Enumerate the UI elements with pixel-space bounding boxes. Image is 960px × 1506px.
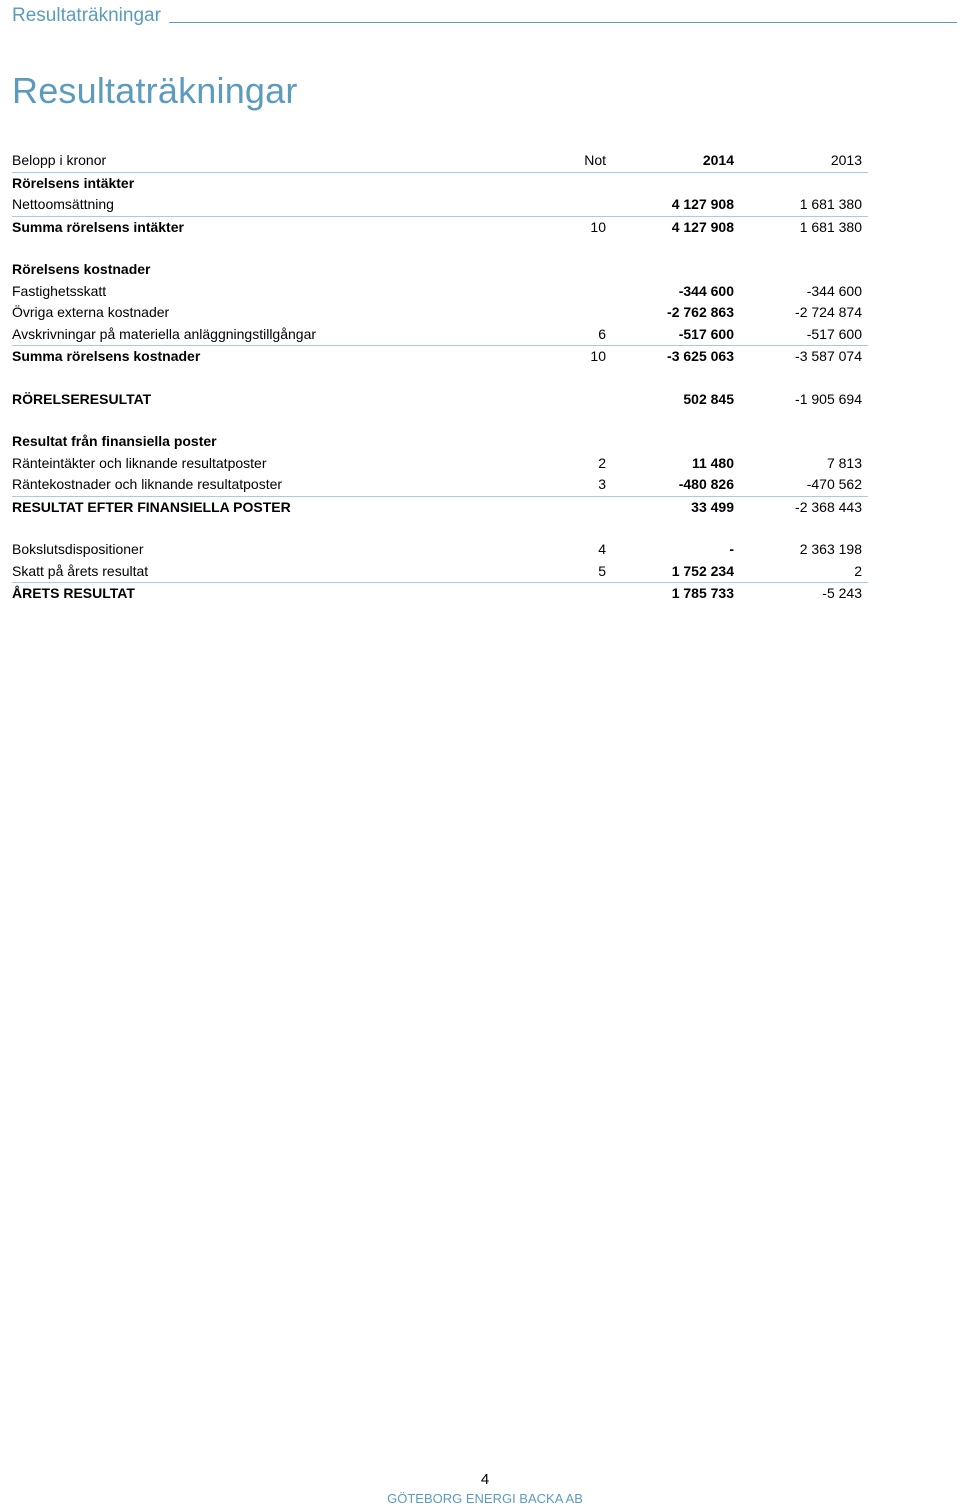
row-value-2014: 33 499 — [691, 498, 734, 515]
row-note: 4 — [598, 541, 606, 557]
table-row — [12, 497, 868, 519]
row-value-2013: -1 905 694 — [795, 390, 862, 407]
running-header-rule — [169, 22, 957, 23]
row-value-2013: 1 681 380 — [799, 218, 862, 235]
row-label: RÖRELSERESULTAT — [12, 390, 152, 407]
row-value-2014: 4 127 908 — [671, 196, 734, 212]
row-label: Bokslutsdispositioner — [12, 541, 144, 557]
table-row — [12, 194, 868, 217]
row-value-2013: -517 600 — [806, 325, 862, 342]
row-label: Övriga externa kostnader — [12, 304, 170, 320]
row-value-2014: -2 762 863 — [667, 304, 734, 320]
row-label: Skatt på årets resultat — [12, 562, 149, 579]
row-value-2014: 1 785 733 — [671, 585, 734, 601]
row-label: Avskrivningar på materiella anläggningstillgångar — [12, 325, 317, 342]
row-label: Fastighetsskatt — [12, 282, 107, 299]
row-value-2013: -344 600 — [806, 282, 862, 299]
table-row — [12, 324, 868, 347]
row-note: 3 — [598, 476, 606, 492]
table-row — [12, 431, 868, 453]
row-value-2013: 2 — [854, 562, 862, 579]
table-row — [12, 389, 868, 411]
row-label: Summa rörelsens kostnader — [12, 348, 201, 364]
table-row — [12, 259, 868, 281]
running-header — [12, 2, 957, 26]
row-spacer — [12, 518, 868, 539]
row-value-2013: -2 724 874 — [795, 304, 862, 320]
row-value-2014: - — [729, 541, 734, 557]
row-label: Ränteintäkter och liknande resultatposter — [12, 454, 267, 471]
row-label: ÅRETS RESULTAT — [12, 585, 135, 601]
row-label: Rörelsens intäkter — [12, 174, 135, 191]
row-spacer — [12, 410, 868, 431]
row-value-2013: -5 243 — [822, 585, 862, 601]
row-label: Räntekostnader och liknande resultatposter — [12, 476, 283, 492]
page-title: Resultaträkningar — [12, 70, 298, 111]
row-note: 2 — [598, 454, 606, 471]
row-value-2014: 1 752 234 — [671, 562, 734, 579]
table-row — [12, 281, 868, 303]
row-spacer — [12, 368, 868, 389]
row-value-2014: 4 127 908 — [671, 218, 734, 235]
table-row — [12, 302, 868, 324]
row-note: 10 — [590, 348, 606, 364]
row-value-2013: -3 587 074 — [795, 348, 862, 364]
footer-company-name: GÖTEBORG ENERGI BACKA AB — [387, 1491, 583, 1506]
page-number: 4 — [480, 1471, 490, 1488]
row-value-2013: -470 562 — [806, 476, 862, 492]
table-row — [12, 561, 868, 584]
row-note: 10 — [590, 218, 606, 235]
table-row — [12, 539, 868, 561]
row-value-2014: -344 600 — [678, 282, 734, 299]
row-value-2014: 502 845 — [683, 390, 734, 407]
row-label: Resultat från finansiella poster — [12, 433, 217, 449]
row-value-2014: -480 826 — [678, 476, 734, 492]
row-spacer — [12, 238, 868, 259]
income-statement-table — [12, 150, 868, 605]
row-value-2013: 7 813 — [826, 454, 862, 471]
row-value-2013: 2 363 198 — [799, 541, 862, 557]
row-value-2013: -2 368 443 — [795, 498, 862, 515]
row-note: 6 — [598, 325, 606, 342]
table-row — [12, 453, 868, 475]
column-header-2013: 2013 — [830, 152, 862, 168]
column-header-2014: 2014 — [702, 152, 734, 168]
row-value-2014: 11 480 — [691, 454, 734, 471]
row-value-2014: -3 625 063 — [667, 348, 734, 364]
column-header-amount-unit: Belopp i kronor — [12, 152, 107, 168]
row-note: 5 — [598, 562, 606, 579]
row-label: Nettoomsättning — [12, 196, 114, 212]
row-label: Rörelsens kostnader — [12, 261, 151, 277]
running-header-text: Resultaträkningar — [12, 5, 161, 26]
table-row — [12, 346, 868, 368]
table-row — [12, 583, 868, 605]
row-value-2014: -517 600 — [678, 325, 734, 342]
table-row — [12, 217, 868, 239]
row-label: Summa rörelsens intäkter — [12, 218, 184, 235]
column-header-note: Not — [584, 152, 606, 168]
table-row — [12, 173, 868, 195]
row-label: RESULTAT EFTER FINANSIELLA POSTER — [12, 498, 291, 515]
table-header-row — [12, 150, 868, 173]
row-value-2013: 1 681 380 — [799, 196, 862, 212]
table-row — [12, 474, 868, 497]
